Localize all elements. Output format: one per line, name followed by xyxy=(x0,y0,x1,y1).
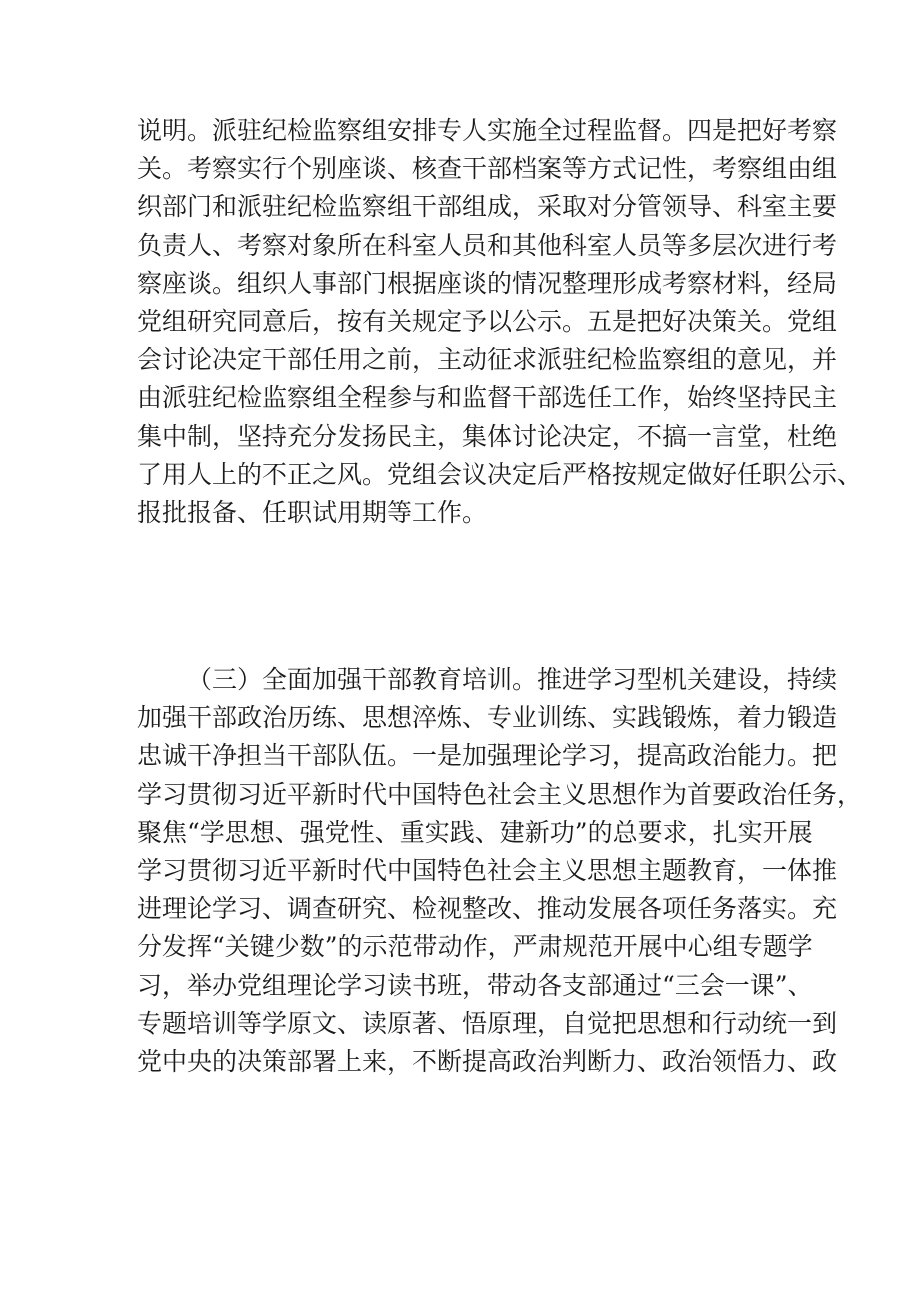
paragraph-line: 进理论学习、调查研究、检视整改、推动发展各项任务落实。充 xyxy=(137,894,838,924)
paragraph-line: （三）全面加强干部教育培训。推进学习型机关建设，持续 xyxy=(187,665,838,694)
paragraph-line: 了用人上的不正之风。党组会议决定后严格按规定做好任职公示、 xyxy=(137,459,863,489)
paragraph-line: 学习贯彻习近平新时代中国特色社会主义思想作为首要政治任务， xyxy=(137,779,863,809)
paragraph-line: 学习贯彻习近平新时代中国特色社会主义思想主题教育，一体推 xyxy=(137,855,838,885)
paragraph-line: 察座谈。组织人事部门根据座谈的情况整理形成考察材料，经局 xyxy=(137,268,838,298)
paragraph-line: 会讨论决定干部任用之前，主动征求派驻纪检监察组的意见，并 xyxy=(137,345,838,375)
paragraph-1 xyxy=(137,112,863,532)
paragraph-line: 党中央的决策部署上来，不断提高政治判断力、政治领悟力、政 xyxy=(137,1046,838,1076)
paragraph-line: 分发挥“关键少数”的示范带动作，严肃规范开展中心组专题学 xyxy=(137,932,813,962)
paragraph-2 xyxy=(137,661,863,1081)
paragraph-line: 习，举办党组理论学习读书班，带动各支部通过“三会一课”、 xyxy=(137,970,813,1000)
paragraph-line: 织部门和派驻纪检监察组干部组成，采取对分管领导、科室主要 xyxy=(137,192,838,222)
paragraph-line: 党组研究同意后，按有关规定予以公示。五是把好决策关。党组 xyxy=(137,306,838,336)
paragraph-line: 关。考察实行个别座谈、核查干部档案等方式记性，考察组由组 xyxy=(137,154,838,184)
paragraph-line: 说明。派驻纪检监察组安排专人实施全过程监督。四是把好考察 xyxy=(137,116,838,145)
paragraph-line: 报批报备、任职试用期等工作。 xyxy=(137,497,488,527)
paragraph-line: 加强干部政治历练、思想淬炼、专业训练、实践锻炼，着力锻造 xyxy=(137,703,838,733)
paragraph-line: 负责人、考察对象所在科室人员和其他科室人员等多层次进行考 xyxy=(137,230,838,260)
paragraph-line: 忠诚干净担当干部队伍。一是加强理论学习，提高政治能力。把 xyxy=(137,741,838,771)
paragraph-line: 由派驻纪检监察组全程参与和监督干部选任工作，始终坚持民主 xyxy=(137,383,838,413)
paragraph-line: 集中制，坚持充分发扬民主，集体讨论决定，不搞一言堂，杜绝 xyxy=(137,421,838,451)
paragraph-line: 专题培训等学原文、读原著、悟原理，自觉把思想和行动统一到 xyxy=(137,1008,838,1038)
paragraph-line: 聚焦“学思想、强党性、重实践、建新功”的总要求，扎实开展 xyxy=(137,817,813,847)
